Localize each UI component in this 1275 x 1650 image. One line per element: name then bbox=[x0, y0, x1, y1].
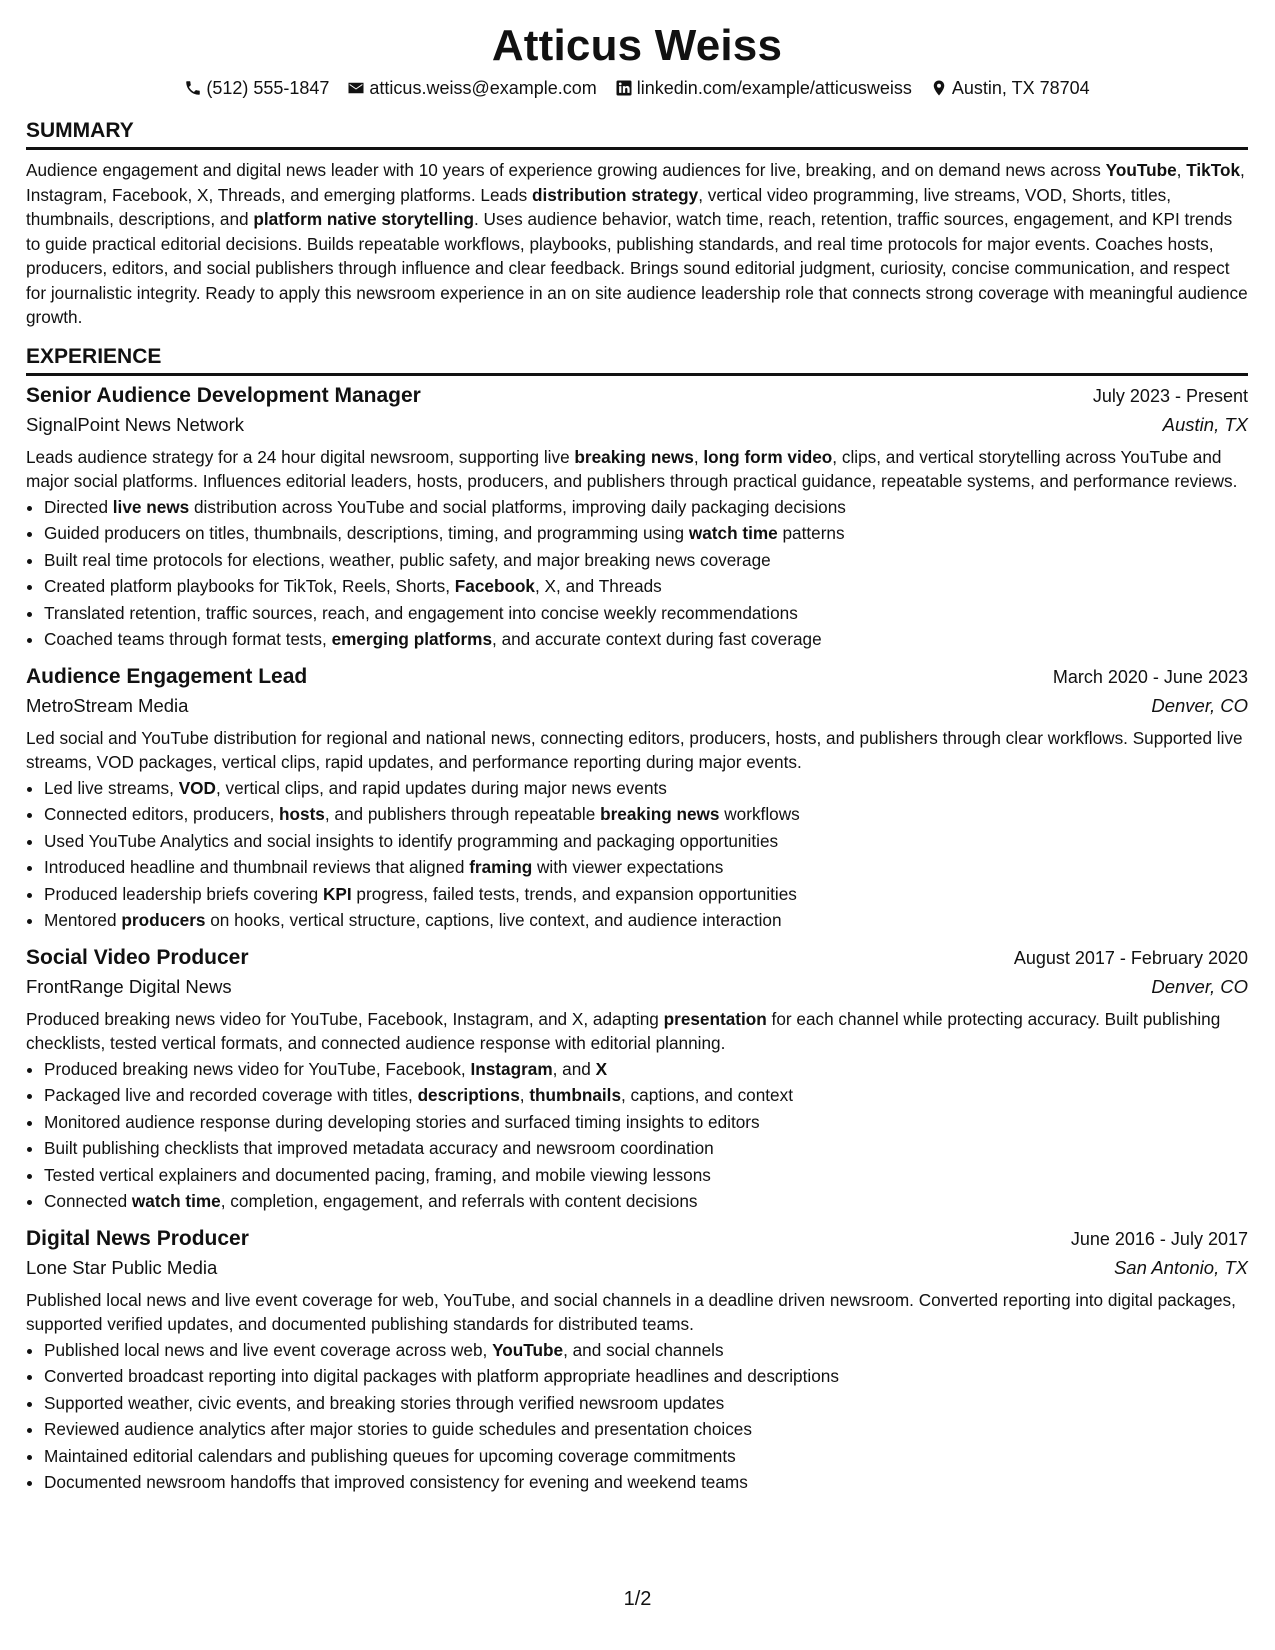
emphasis-text: X bbox=[595, 1058, 608, 1079]
bullet-item: • Tested vertical explainers and documented pacing, framing, and mobile viewing lessons bbox=[44, 1162, 1248, 1189]
bullet-item: • Translated retention, traffic sources, reach, and engagement into concise weekly recommendations bbox=[44, 600, 1248, 627]
job-company: MetroStream Media bbox=[26, 694, 189, 716]
job-title: Social Video Producer bbox=[26, 945, 249, 969]
emphasis-text: watch time bbox=[688, 523, 778, 543]
job-description: Led social and YouTube distribution for regional and national news, connecting editors, producers, hosts, and publishers through clear workflows. Supported live streams, VOD packages, vertical clips, rapid updates, and performance reporting during major events. bbox=[26, 727, 1243, 772]
bullet-item: • Built real time protocols for elections, weather, public safety, and major breaking news coverage bbox=[44, 547, 1248, 574]
job-dates: August 2017 - February 2020 bbox=[1013, 947, 1248, 968]
job-header bbox=[26, 1225, 1248, 1253]
bullet-item: • Packaged live and recorded coverage with titles, descriptions, thumbnails, captions, and context bbox=[44, 1082, 1248, 1109]
job-bullets bbox=[26, 494, 1248, 653]
emphasis-text: long form video bbox=[703, 446, 833, 467]
experience-heading: EXPERIENCE bbox=[26, 344, 1248, 376]
bullet-item: • Coached teams through format tests, emerging platforms, and accurate context during fast coverage bbox=[44, 626, 1248, 653]
emphasis-text: hosts bbox=[279, 804, 325, 824]
job-subheader bbox=[26, 1253, 1248, 1283]
bullet-item: • Used YouTube Analytics and social insights to identify programming and packaging opportunities bbox=[44, 828, 1248, 855]
envelope-icon bbox=[347, 79, 365, 97]
bullet-item: • Connected watch time, completion, engagement, and referrals with content decisions bbox=[44, 1188, 1248, 1215]
emphasis-text: presentation bbox=[663, 1008, 767, 1029]
job-location: Denver, CO bbox=[1151, 694, 1248, 716]
job-dates: March 2020 - June 2023 bbox=[1052, 666, 1248, 687]
bullet-item: • Created platform playbooks for TikTok, Reels, Shorts, Facebook, X, and Threads bbox=[44, 573, 1248, 600]
job-entry bbox=[26, 1225, 1248, 1496]
emphasis-text: YouTube bbox=[492, 1339, 564, 1360]
contact-phone bbox=[184, 76, 329, 100]
job-company: Lone Star Public Media bbox=[26, 1256, 218, 1278]
job-bullets bbox=[26, 1056, 1248, 1215]
job-title: Audience Engagement Lead bbox=[26, 664, 308, 688]
emphasis-text: KPI bbox=[322, 883, 352, 904]
bullet-item: • Converted broadcast reporting into digital packages with platform appropriate headlines and descriptions bbox=[44, 1363, 1248, 1390]
job-subheader bbox=[26, 410, 1248, 440]
job-dates: July 2023 - Present bbox=[1092, 385, 1248, 406]
job-subheader bbox=[26, 972, 1248, 1002]
location-pin-icon bbox=[930, 79, 948, 97]
linkedin-icon bbox=[615, 79, 633, 97]
job-subheader bbox=[26, 691, 1248, 721]
bullet-item: • Directed live news distribution across YouTube and social platforms, improving daily packaging decisions bbox=[44, 494, 1248, 521]
bullet-item: • Led live streams, VOD, vertical clips, and rapid updates during major news events bbox=[44, 775, 1248, 802]
contact-linkedin[interactable] bbox=[615, 76, 912, 100]
job-location: Austin, TX bbox=[1162, 413, 1248, 435]
job-bullets bbox=[26, 775, 1248, 934]
emphasis-text: thumbnails bbox=[529, 1085, 621, 1105]
candidate-name: Atticus Weiss bbox=[491, 21, 783, 70]
email-text[interactable]: atticus.weiss@example.com bbox=[369, 78, 597, 98]
contact-bar bbox=[26, 76, 1248, 100]
emphasis-text: YouTube bbox=[1105, 160, 1177, 180]
emphasis-text: descriptions bbox=[417, 1085, 520, 1105]
emphasis-text: breaking news bbox=[574, 446, 694, 467]
emphasis-text: distribution strategy bbox=[532, 184, 699, 205]
emphasis-text: Instagram bbox=[470, 1058, 553, 1079]
job-description: Leads audience strategy for a 24 hour digital newsroom, supporting live breaking news, long form video, clips, and vertical storytelling across YouTube and major social platforms. Influences editorial leaders, hosts, producers, and publishers through practical guidance, repeatable systems, and performance reviews. bbox=[26, 446, 1238, 491]
bullet-item: • Maintained editorial calendars and publishing queues for upcoming coverage commitments bbox=[44, 1443, 1248, 1470]
summary-text: Audience engagement and digital news leader with 10 years of experience growing audiences for live, breaking, and on demand news across YouTube, TikTok, Instagram, Facebook, X, Threads, and emerging platforms. Leads distribution strategy, vertical video programming, live streams, VOD, Shorts, titles, thumbnails, descriptions, and platform native storytelling. Uses audience behavior, watch time, reach, retention, traffic sources, engagement, and KPI trends to guide practical editorial decisions. Builds repeatable workflows, playbooks, publishing standards, and real time protocols for major events. Coaches hosts, producers, editors, and social publishers through influence and clear feedback. Brings sound editorial judgment, curiosity, concise communication, and respect for journalistic integrity. Ready to apply this newsroom experience in an on site audience leadership role that connects strong coverage with meaningful audience growth. bbox=[26, 160, 1248, 327]
emphasis-text: platform native storytelling bbox=[253, 209, 474, 229]
location-text: Austin, TX 78704 bbox=[951, 78, 1090, 98]
emphasis-text: emerging platforms bbox=[331, 629, 493, 649]
job-description: Published local news and live event coverage for web, YouTube, and social channels in a deadline driven newsroom. Converted reporting into digital packages, supported verified updates, and documented publishing standards for distributed teams. bbox=[26, 1289, 1236, 1334]
job-entry bbox=[26, 944, 1248, 1215]
bullet-item: • Documented newsroom handoffs that improved consistency for evening and weekend teams bbox=[44, 1469, 1248, 1496]
emphasis-text: TikTok bbox=[1186, 160, 1241, 180]
bullet-item: • Guided producers on titles, thumbnails, descriptions, timing, and programming using watch time patterns bbox=[44, 520, 1248, 547]
bullet-item: • Supported weather, civic events, and breaking stories through verified newsroom updates bbox=[44, 1390, 1248, 1417]
bullet-item: • Built publishing checklists that improved metadata accuracy and newsroom coordination bbox=[44, 1135, 1248, 1162]
resume-page bbox=[26, 18, 1248, 1496]
job-title: Senior Audience Development Manager bbox=[26, 383, 421, 407]
job-company: FrontRange Digital News bbox=[26, 975, 232, 997]
job-header bbox=[26, 944, 1248, 972]
bullet-item: • Monitored audience response during developing stories and surfaced timing insights to editors bbox=[44, 1109, 1248, 1136]
bullet-item: • Reviewed audience analytics after major stories to guide schedules and presentation choices bbox=[44, 1416, 1248, 1443]
bullet-item: • Introduced headline and thumbnail reviews that aligned framing with viewer expectations bbox=[44, 854, 1248, 881]
phone-icon bbox=[184, 79, 202, 97]
job-company: SignalPoint News Network bbox=[26, 413, 244, 435]
emphasis-text: producers bbox=[121, 910, 206, 930]
bullet-item: • Produced leadership briefs covering KPI progress, failed tests, trends, and expansion opportunities bbox=[44, 881, 1248, 908]
job-entry bbox=[26, 663, 1248, 934]
job-entry bbox=[26, 382, 1248, 653]
linkedin-text[interactable]: linkedin.com/example/atticusweiss bbox=[636, 78, 912, 98]
job-bullets bbox=[26, 1337, 1248, 1496]
contact-email[interactable] bbox=[347, 76, 596, 100]
emphasis-text: VOD bbox=[178, 777, 216, 798]
job-title: Digital News Producer bbox=[26, 1226, 249, 1250]
bullet-item: • Connected editors, producers, hosts, and publishers through repeatable breaking news workflows bbox=[44, 801, 1248, 828]
bullet-item: • Published local news and live event coverage across web, YouTube, and social channels bbox=[44, 1337, 1248, 1364]
emphasis-text: breaking news bbox=[600, 804, 720, 824]
job-location: San Antonio, TX bbox=[1113, 1256, 1248, 1278]
experience-list bbox=[26, 382, 1248, 1496]
emphasis-text: live news bbox=[112, 496, 190, 517]
summary-heading: SUMMARY bbox=[26, 118, 1248, 150]
job-location: Denver, CO bbox=[1151, 975, 1248, 997]
page-number: 1/2 bbox=[623, 1588, 652, 1610]
contact-location bbox=[930, 76, 1090, 100]
job-header bbox=[26, 382, 1248, 410]
job-dates: June 2016 - July 2017 bbox=[1070, 1228, 1248, 1249]
bullet-item: • Mentored producers on hooks, vertical structure, captions, live context, and audience interaction bbox=[44, 907, 1248, 934]
job-header bbox=[26, 663, 1248, 691]
emphasis-text: Facebook bbox=[454, 576, 535, 596]
emphasis-text: framing bbox=[469, 857, 533, 877]
emphasis-text: watch time bbox=[131, 1191, 221, 1211]
bullet-item: • Produced breaking news video for YouTube, Facebook, Instagram, and X bbox=[44, 1056, 1248, 1083]
phone-text: (512) 555-1847 bbox=[206, 78, 330, 98]
job-description: Produced breaking news video for YouTube, Facebook, Instagram, and X, adapting presentation for each channel while protecting accuracy. Built publishing checklists, tested vertical formats, and connected audience response with editorial planning. bbox=[26, 1008, 1221, 1053]
